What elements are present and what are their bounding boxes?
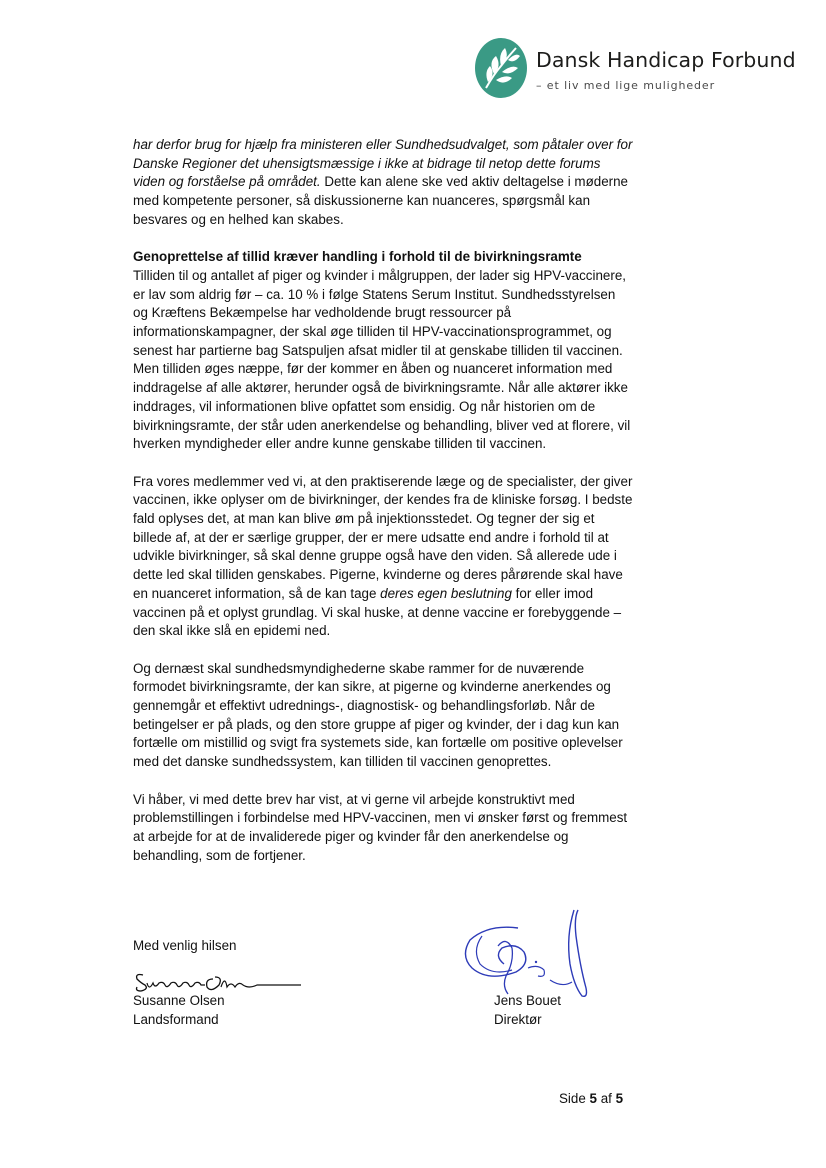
signatory-name: Susanne Olsen — [133, 993, 225, 1008]
intro-paragraph — [133, 136, 633, 230]
members-text-start: Fra vores medlemmer ved vi, at den praktiserende læge og de specialister, der giver vaccinen, ikke oplyser om de bivirkninger, der kendes fra de kliniske forsøg. I bedste fald oplyses det, at man kan blive øm på injektionsstedet. Og tegner der sig et billede af, at der er særlige grupper, der er mere udsatte end andre i forhold til at udvikle bivirkninger, så skal denne gruppe også have den viden. Så allerede ude i dette led skal tilliden genskabes. Pigerne, kvinderne og deres pårørende skal have en nuanceret information, så de kan tage — [133, 473, 633, 601]
signatory-name: Jens Bouet — [494, 993, 561, 1008]
section-heading: Genoprettelse af tillid kræver handling i forhold til de bivirkningsramte — [133, 249, 582, 265]
organization-logo — [474, 36, 794, 104]
intro-text: Dette kan alene ske ved aktiv deltagelse i møderne med kompetente personer, så diskussionerne kan nuanceres, spørgsmål kan besvares og en helhed kan skabes. — [133, 174, 629, 227]
members-text-end: for eller imod vaccinen på et oplyst grundlag. Vi skal huske, at denne vaccine er forebyggende – den skal ikke slå en epidemi ned. — [133, 585, 622, 639]
organization-tagline: – et liv med lige muligheder — [536, 79, 716, 92]
page-middle: af — [596, 1091, 616, 1106]
letter-body — [133, 136, 633, 884]
page-number — [559, 1091, 623, 1106]
signature-jens-bouet — [458, 906, 608, 1002]
closing-salutation: Med venlig hilsen — [133, 938, 237, 953]
organization-name: Dansk Handicap Forbund — [536, 48, 796, 72]
page-current: 5 — [589, 1091, 597, 1106]
signatory-title: Landsformand — [133, 1011, 219, 1027]
members-italic-text: deres egen beslutning — [380, 585, 512, 601]
page-total: 5 — [615, 1091, 624, 1106]
signatory-olsen — [133, 992, 225, 1029]
section-paragraph: Tilliden til og antallet af piger og kvinder i målgruppen, der lader sig HPV-vaccinere, er lav som aldrig før – ca. 10 % i følge Statens Serum Institut. Sundhedsstyrelsen og Kræftens Bekæmpelse har vedholdende brugt ressourcer på informationskampagner, der skal øge tilliden til HPV-vaccinationsprogrammet, og senest har partierne bag Satspuljen afsat midler til at genskabe tilliden til vaccinen. Men tilliden øges næppe, før der kommer en åben og nuanceret information med inddragelse af alle aktører, herunder også de bivirkningsramte. Når alle aktører ikke inddrages, vil informationen blive opfattet som ensidig. Og når historien om de bivirkningsramte, der står uden anerkendelse og behandling, bliver ved at florere, vil hverken myndigheder eller andre kunne genskabe tilliden til vaccinen. — [133, 267, 631, 452]
authorities-paragraph: Og dernæst skal sundhedsmyndighederne skabe rammer for de nuværende formodet bivirkningsramte, der kan sikre, at pigerne og kvinderne anerkendes og gennemgår et effektivt udrednings-, diagnostisk- og behandlingsforløb. Når de betingelser er på plads, og den store gruppe af piger og kvinder, der i dag kun kan fortælle om mistillid og svigt fra systemets side, kan fortælle om positive oplevelser med det danske sundhedssystem, kan tilliden til vaccinen genoprettes. — [133, 660, 623, 770]
leaf-logo-icon — [474, 36, 528, 100]
page-prefix: Side — [559, 1091, 590, 1106]
members-paragraph — [133, 473, 633, 641]
signatory-title: Direktør — [494, 1011, 542, 1027]
conclusion-paragraph: Vi håber, vi med dette brev har vist, at vi gerne vil arbejde konstruktivt med problemstillingen i forbindelse med HPV-vaccinen, men vi ønsker først og fremmest at arbejde for at de invaliderede piger og kvinder får den anerkendelse og behandling, som de fortjener. — [133, 791, 628, 863]
intro-italic-text: har derfor brug for hjælp fra ministeren eller Sundhedsudvalget, som påtaler over for Danske Regioner det uhensigtsmæssige i ikke at bidrage til netop dette forums viden og forståelse på området. — [133, 137, 633, 190]
signatory-bouet — [494, 992, 561, 1029]
